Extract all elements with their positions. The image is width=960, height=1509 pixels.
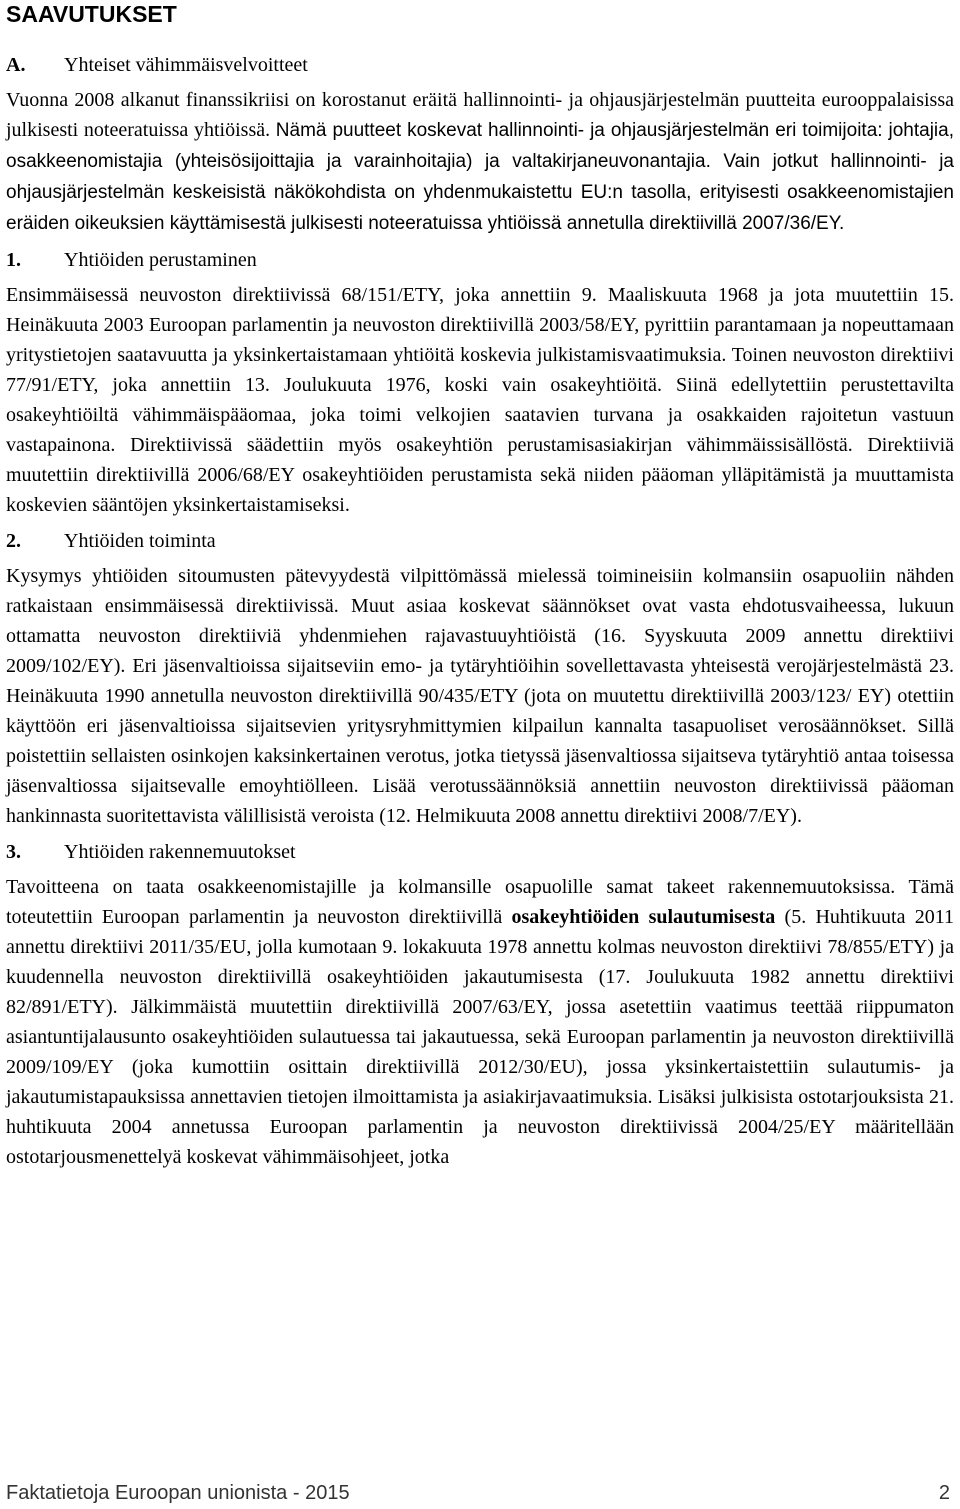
section-a-paragraph (6, 85, 954, 239)
section-2-number: 2. (6, 530, 21, 552)
section-1-title: Yhtiöiden perustaminen (64, 249, 257, 271)
section-1-heading (6, 245, 954, 275)
document-body (6, 0, 954, 1178)
section-a-title: Yhteiset vähimmäisvelvoitteet (64, 54, 308, 76)
section-3-title: Yhtiöiden rakennemuutokset (64, 841, 296, 863)
section-a-heading (6, 50, 954, 80)
section-2-heading (6, 526, 954, 556)
page-title: SAAVUTUKSET (6, 1, 177, 27)
section-3-text-after: (5. Huhtikuuta 2011 annettu direktiivi 2011/35/EU, jolla kumotaan 9. lokakuuta 1978 annettu kolmas neuvoston direktiivi 78/855/ETY) ja kuudennella neuvoston direktiivillä osakeyhtiöiden jakautumisesta (17. Joulukuuta 1982 annettu direktiivi 82/891/ETY). Jälkimmäistä muutettiin direktiivillä 2007/63/EY, jossa asetettiin vaatimus teettää riippumaton asiantuntijalausunto osakeyhtiöiden sulautuessa tai jakautuessa, sekä Euroopan parlamentin ja neuvoston direktiivillä 2009/109/EY (joka kumottiin osittain direktiivillä 2012/30/EU), jossa yksinkertaistettiin sulautumis- ja jakautumistapauksissa annettavien tietojen ilmoittamista ja asiakirjavaatimuksia. Lisäksi julkisista ostotarjouksista 21. huhtikuuta 2004 annetussa Euroopan parlamentin ja neuvoston direktiivissä 2004/25/EY määritellään ostotarjousmenettelyä koskevat vähimmäisohjeet, jotka (6, 906, 954, 1168)
page-number: 2 (938, 1482, 950, 1504)
page-footer (6, 1478, 950, 1508)
section-1-paragraph: Ensimmäisessä neuvoston direktiivissä 68/151/ETY, joka annettiin 9. Maaliskuuta 1968 ja jota muutettiin 15. Heinäkuuta 2003 Euroopan parlamentin ja neuvoston direktiivillä 2003/58/EY, pyrittiin parantamaan ja nopeuttamaan yritystietojen saatavuutta ja yksinkertaistamaan yhtiöitä koskevia julkistamisvaatimuksia. Toinen neuvoston direktiivi 77/91/ETY, joka annettiin 13. Joulukuuta 1976, koski vain osakeyhtiöitä. Siinä edellytettiin perustettavilta osakeyhtiöiltä vähimmäispääomaa, joka toimi velkojien saatavien turvana ja osakkaiden rajoitetun vastuun vastapainona. Direktiivissä säädettiin myös osakeyhtiön perustamisasiakirjan vähimmäissisällöstä. Direktiiviä muutettiin direktiivillä 2006/68/EY osakeyhtiöiden perustamista sekä niiden pääoman ylläpitämistä ja muuttamista koskevien sääntöjen yksinkertaistamiseksi. (6, 284, 954, 516)
section-a-letter: A. (6, 54, 26, 76)
section-a-text-sans-1: Nämä puutteet koskevat hallinnointi- ja ohjausjärjestelmän eri toimijoita: johtajia, osakkeenomistajia (yhteisösijoittajia ja varainhoitajia) ja valtakirjaneuvonantajia. (6, 120, 954, 172)
section-3-heading (6, 837, 954, 867)
section-2-title: Yhtiöiden toiminta (64, 530, 216, 552)
section-3-text-before: Tavoitteena on taata osakkeenomistajille ja kolmansille osapuolille samat takeet rakennemuutoksissa. Tämä toteutettiin Euroopan parlamentin ja neuvoston direktiivillä (6, 876, 954, 928)
section-a-text-sans-2: Vain jotkut hallinnointi- ja ohjausjärjestelmän keskeisistä näkökohdista on yhdenmukaistettu EU:n tasolla, erityisesti osakkeenomistajien eräiden oikeuksien käyttämisestä julkisesti noteeratuissa yhtiöissä annetulla direktiivillä 2007/36/EY. (6, 151, 954, 234)
section-3-bold-term: osakeyhtiöiden sulautumisesta (511, 906, 776, 928)
section-1-number: 1. (6, 249, 21, 271)
section-2-paragraph: Kysymys yhtiöiden sitoumusten pätevyydestä vilpittömässä mielessä toimineisiin kolmansiin osapuoliin nähden ratkaistaan ensimmäisessä direktiivissä. Muut asiaa koskevat säännökset ovat vasta ehdotusvaiheessa, lukuun ottamatta neuvoston direktiiviä yhdenmiehen rajavastuuyhtiöistä (16. Syyskuuta 2009 annettu direktiivi 2009/102/EY). Eri jäsenvaltioissa sijaitseviin emo- ja tytäryhtiöihin sovellettavasta yhteisestä verojärjestelmästä 23. Heinäkuuta 1990 annetulla neuvoston direktiivillä 90/435/ETY (jota on muutettu direktiivillä 2003/123/ EY) otettiin käyttöön eri jäsenvaltioissa sijaitsevien yritysryhmittymien kilpailun kannalta tasapuoliset verosäännökset. Sillä poistettiin sellaisten osinkojen kaksinkertainen verotus, jotka tietyssä jäsenvaltiossa sijaitseva tytäryhtiö antaa toisessa jäsenvaltiossa sijaitsevalle emoyhtiölleen. Lisää verotussäännöksiä annettiin neuvoston direktiivissä pääoman hankinnasta suoritettavista välillisistä veroista (12. Helmikuuta 2008 annettu direktiivi 2008/7/EY). (6, 565, 954, 827)
section-a-text-serif: Vuonna 2008 alkanut finanssikriisi on korostanut eräitä hallinnointi- ja ohjausjärjestelmän puutteita eurooppalaisissa julkisesti noteeratuissa yhtiöissä. (6, 89, 954, 141)
section-3-number: 3. (6, 841, 21, 863)
footer-source: Faktatietoja Euroopan unionista - 2015 (6, 1482, 350, 1504)
section-3-paragraph (6, 872, 954, 1172)
